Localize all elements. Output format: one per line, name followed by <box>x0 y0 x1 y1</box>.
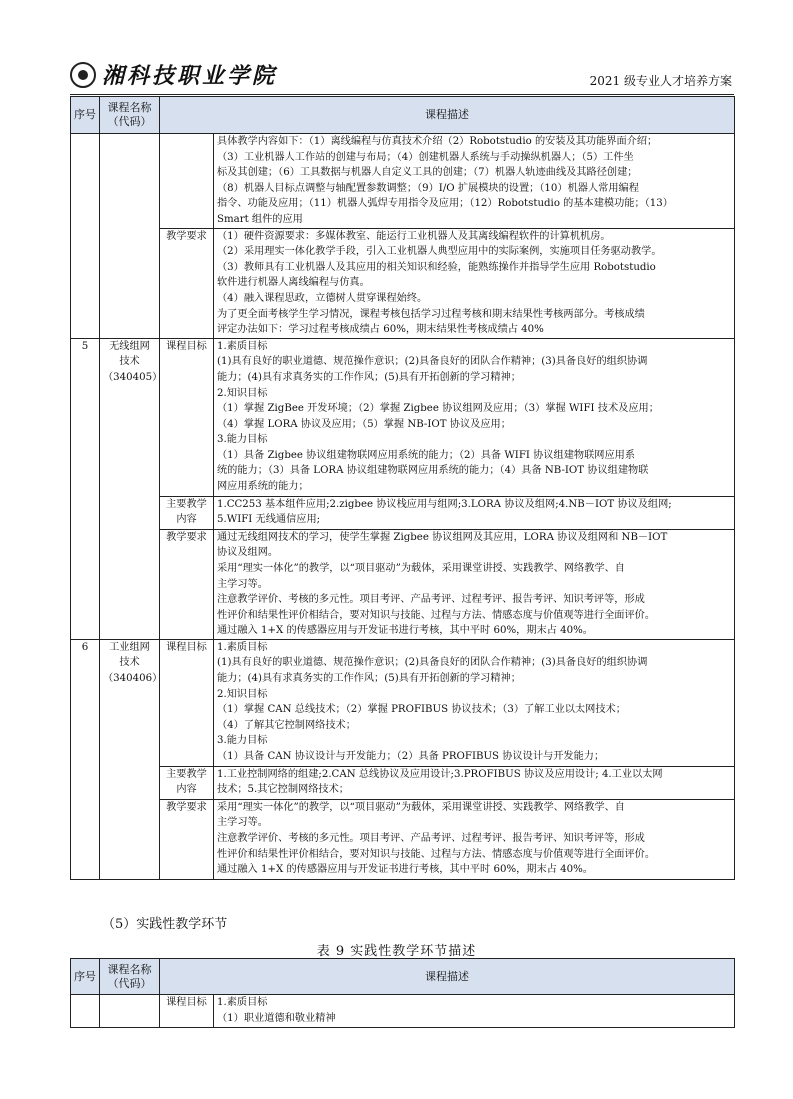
course-name-cell <box>100 639 163 879</box>
course-goals-label: 课程目标 <box>160 995 214 1028</box>
teaching-requirements-label: 教学要求 <box>160 529 214 639</box>
table-row <box>71 228 735 338</box>
course-description-table <box>70 96 735 880</box>
school-seal-logo <box>70 62 96 88</box>
text-line: （1）职业道德和敬业精神 <box>217 1012 336 1024</box>
main-content-label: 主要教学 内容 <box>160 766 214 799</box>
text-line: 网应用系统的能力； <box>217 481 309 493</box>
text-line: （8）机器人目标点调整与轴配置参数调整；（9）I/O 扩展模块的设置；（10）机器人常用编程 <box>217 182 639 194</box>
text-line: 注意教学评价、考核的多元性。项目考评、产品考评、过程考评、报告考评、知识考评等，形成 <box>217 594 645 606</box>
text-line: 能力；(4)具有求真务实的工作作风；(5)具有开拓创新的学习精神； <box>217 371 521 383</box>
teaching-requirements-label: 教学要求 <box>160 228 214 338</box>
course-goals-cell <box>214 338 735 496</box>
header-description: 课程描述 <box>160 97 735 134</box>
text-line: （1）掌握 ZigBee 开发环境；（2）掌握 Zigbee 协议组网及应用；（3）掌握 WIFI 技术及应用； <box>217 403 659 415</box>
header-no: 序号 <box>71 97 100 134</box>
row-label-cell <box>160 134 214 229</box>
text-line: 5.WIFI 无线通信应用; <box>217 514 321 526</box>
school-name-logo: 湘科技职业学院 <box>102 63 278 89</box>
text-line: （3）工业机器人工作站的创建与布局；（4）创建机器人系统与手动操纵机器人；（5）工件坐 <box>217 151 634 163</box>
header-course-name: 课程名称（代码） <box>100 97 160 134</box>
table-caption: 表 9 实践性教学环节描述 <box>316 944 477 959</box>
course-name-cell <box>100 338 163 639</box>
text-line: 通过融入 1+X 的传感器应用与开发证书进行考核，其中平时 60%，期末占 40%。 <box>217 625 593 637</box>
text-line: 采用“理实一体化”的教学，以“项目驱动”为载体，采用课堂讲授、实践教学、网络教学、自 <box>217 562 625 574</box>
teaching-requirements-cell <box>214 228 735 338</box>
section-heading: （5）实践性教学环节 <box>102 917 228 932</box>
text-line: 1.素质目标 <box>217 997 268 1008</box>
header-description: 课程描述 <box>160 959 735 995</box>
text-line: (1)具有良好的职业道德、规范操作意识；(2)具备良好的团队合作精神；(3)具备良好的组织协调 <box>217 356 648 368</box>
text-line: 2.知识目标 <box>217 387 268 399</box>
text-line: （1）具备 CAN 协议设计与开发能力；（2）具备 PROFIBUS 协议设计与开发能力； <box>217 751 605 763</box>
text-line: 1.CC253 基本组件应用;2.zigbee 协议栈应用与组网;3.LORA 协议及组网;4.NB－IOT 协议及组网; <box>217 498 672 510</box>
table-row <box>71 134 735 229</box>
row-no-cell <box>71 134 100 339</box>
text-line: （4）融入课程思政，立德树人贯穿课程始终。 <box>217 292 428 304</box>
text-line: 统的能力；（3）具备 LORA 协议组建物联网应用系统的能力；（4）具备 NB-IOT 协议组建物联 <box>217 465 649 477</box>
text-line: （1）掌握 CAN 总线技术；（2）掌握 PROFIBUS 协议技术；（3）了解工业以太网技术； <box>217 704 626 716</box>
main-content-cell <box>214 766 735 799</box>
text-line: 采用“理实一体化”的教学，以“项目驱动”为载体，采用课堂讲授、实践教学、网络教学、自 <box>217 801 625 813</box>
text-line: (1)具有良好的职业道德、规范操作意识；(2)具备良好的团队合作精神；(3)具备良好的组织协调 <box>217 657 648 669</box>
row-number: 5 <box>71 338 100 639</box>
table-row <box>71 496 735 529</box>
text-line: 3.能力目标 <box>217 434 268 446</box>
text-line: （4）了解其它控制网络技术； <box>217 719 356 731</box>
course-goals-label: 课程目标 <box>160 338 214 496</box>
table-row <box>71 639 735 766</box>
main-content-cell <box>214 496 735 529</box>
header-no: 序号 <box>71 959 100 995</box>
text-line: 具体教学内容如下：（1）离线编程与仿真技术介绍（2）Robotstudio 的安装及其功能界面介绍； <box>217 136 658 147</box>
course-name: 无线组网 <box>109 340 150 352</box>
table-row <box>71 766 735 799</box>
text-line: 3.能力目标 <box>217 735 268 747</box>
course-name: 工业组网 <box>109 641 150 653</box>
text-line: Smart 组件的应用 <box>217 213 303 225</box>
text-line: 主学习等。 <box>217 578 268 590</box>
header-course-name: 课程名称（代码） <box>100 959 160 995</box>
row-name-cell <box>100 995 160 1028</box>
text-line: 注意教学评价、考核的多元性。项目考评、产品考评、过程考评、报告考评、知识考评等，形成 <box>217 833 645 845</box>
text-line: （2）采用理实一体化教学手段，引入工业机器人典型应用中的实际案例，实施项目任务驱动教学。 <box>217 246 662 258</box>
text-line: 技术；5.其它控制网络技术； <box>217 784 349 796</box>
table-row <box>71 995 735 1028</box>
course-goals-label: 课程目标 <box>160 639 214 766</box>
teaching-requirements-label: 教学要求 <box>160 799 214 879</box>
text-line: 为了更全面考核学生学习情况，课程考核包括学习过程考核和期末结果性考核两部分。考核成绩 <box>217 308 645 320</box>
course-goals-cell <box>214 639 735 766</box>
row-no-cell <box>71 995 100 1028</box>
course-name: 技术 <box>119 657 140 669</box>
table-header-row <box>71 959 735 995</box>
text-line: 主学习等。 <box>217 817 268 829</box>
text-line: 通过无线组网技术的学习，使学生掌握 Zigbee 协议组网及其应用，LORA 协议及组网和 NB－IOT <box>217 531 668 543</box>
text-line: 标及其创建；（6）工具数据与机器人自定义工具的创建；（7）机器人轨迹曲线及其路径创建； <box>217 167 638 179</box>
row-name-cell <box>100 134 160 339</box>
teaching-requirements-cell <box>214 529 735 639</box>
text-line: 性评价和结果性评价相结合，要对知识与技能、过程与方法、情感态度与价值观等进行全面评价。 <box>217 848 656 860</box>
table-header-row <box>71 97 735 134</box>
text-line: （3）教师具有工业机器人及其应用的相关知识和经验，能熟练操作并指导学生应用 Robotstudio <box>217 261 656 273</box>
text-line: 1.素质目标 <box>217 641 268 653</box>
text-line: （1）具备 Zigbee 协议组建物联网应用系统的能力；（2）具备 WIFI 协议组建物联网应用系 <box>217 449 636 461</box>
text-line: （4）掌握 LORA 协议及应用；（5）掌握 NB-IOT 协议及应用； <box>217 418 511 430</box>
teaching-requirements-cell <box>214 799 735 879</box>
course-code: （340405） <box>103 371 163 383</box>
text-line: （1）硬件资源要求：多媒体教室、能运行工业机器人及其离线编程软件的计算机机房。 <box>217 230 611 242</box>
table-row <box>71 799 735 879</box>
text-line: 软件进行机器人离线编程与仿真。 <box>217 277 370 289</box>
text-line: 1.素质目标 <box>217 340 268 352</box>
document-title: 2021 级专业人才培养方案 <box>589 74 732 88</box>
teaching-content-cell <box>214 134 735 229</box>
text-line: 2.知识目标 <box>217 688 268 700</box>
main-content-label: 主要教学 内容 <box>160 496 214 529</box>
table-row <box>71 338 735 496</box>
text-line: 通过融入 1+X 的传感器应用与开发证书进行考核，其中平时 60%，期末占 40%。 <box>217 864 593 876</box>
text-line: 1.工业控制网络的组建;2.CAN 总线协议及应用设计;3.PROFIBUS 协议及应用设计; 4.工业以太网 <box>217 768 663 780</box>
text-line: 协议及组网。 <box>217 547 279 559</box>
table-row <box>71 529 735 639</box>
course-name: 技术 <box>119 356 140 368</box>
text-line: 指令、功能及应用；（11）机器人弧焊专用指令及应用；（12）Robotstudio 的基本建模功能；（13） <box>217 198 673 210</box>
practical-teaching-table <box>70 958 735 1028</box>
text-line: 性评价和结果性评价相结合，要对知识与技能、过程与方法、情感态度与价值观等进行全面评价。 <box>217 609 656 621</box>
text-line: 能力；(4)具有求真务实的工作作风；(5)具有开拓创新的学习精神； <box>217 673 521 685</box>
row-number: 6 <box>71 639 100 879</box>
text-line: 评定办法如下：学习过程考核成绩占 60%，期末结果性考核成绩占 40% <box>217 324 544 336</box>
course-code: （340406） <box>103 673 163 685</box>
course-goals-cell <box>214 995 735 1028</box>
page-header <box>70 62 734 95</box>
